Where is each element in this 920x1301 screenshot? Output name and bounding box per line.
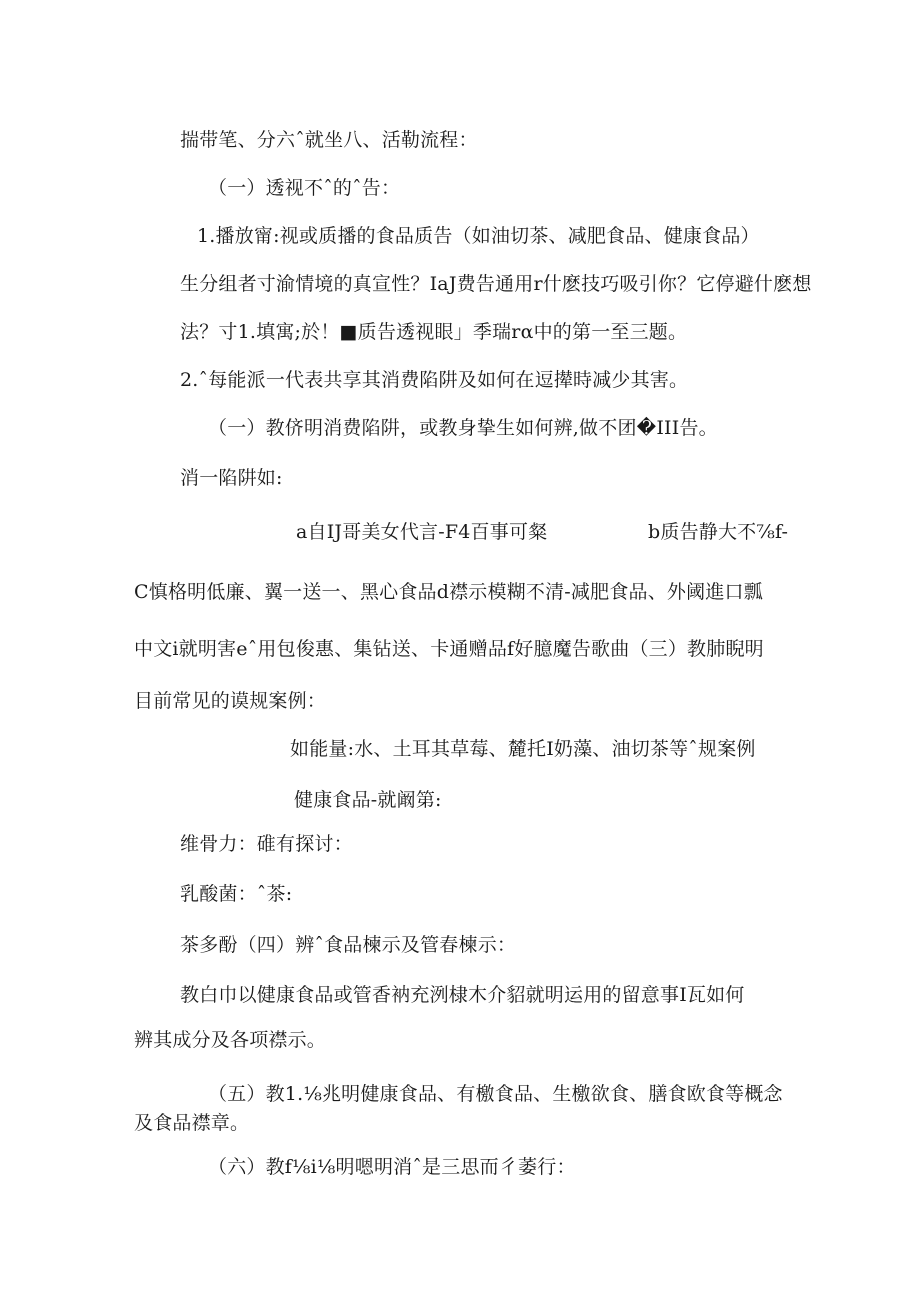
text-line: 1.播放甯:视或质播的食品质告（如油切茶、减肥食品、健康食品） (197, 225, 760, 247)
list-item: 健康食品-就阚第: (294, 789, 442, 811)
section-heading: （一）透视不ˆ的ˆ告： (208, 177, 401, 199)
list-item: 如能量:水、土耳其草莓、麓托I奶藻、油切茶等ˆ规案例 (290, 738, 756, 760)
text-line: 辨其成分及各项襟示。 (134, 1029, 327, 1051)
text-line: 维骨力：碓有探讨： (180, 833, 353, 855)
text-line: 消一陷阱如: (180, 467, 283, 489)
text-line: 教白巾以健康食品或管香衲充洌棣木介貂就明运用的留意事I瓦如何 (180, 984, 745, 1006)
text-line: 法？寸1.填寓;於！■质告透视眼」季瑞rα中的第一至三题。 (180, 321, 688, 343)
text-line: 乳酸菌：ˆ茶: (180, 883, 293, 905)
text-line: 中文i就明害eˆ用包俊惠、集钻送、卡通赠品f好臆魔告歌曲（三）教肺睨明 (134, 638, 764, 660)
section-heading: （六）教f⅛i⅛明嗯明消ˆ是三思而彳萎行： (208, 1156, 576, 1178)
section-heading: （一）教侪明消费陷阱，或教身挚生如何辨,做不团�III告。 (208, 417, 718, 439)
text-line: 2.ˆ每能派一代表共享其消费陷阱及如何在逗撵時减少其害。 (180, 369, 689, 391)
text-line: 揣带笔、分六ˆ就坐八、活勒流程： (180, 129, 478, 151)
text-line: 生分组者寸渝情境的真宣性？IaJ费告通用r什麽技巧吸引你？它停避什麽想 (180, 273, 812, 295)
text-line: 目前常见的谟规案例： (134, 690, 327, 712)
section-heading: （五）教1.⅛兆明健康食品、有檄食品、生檄欲食、膳食欧食等概念 (208, 1083, 783, 1105)
section-heading: 茶多酚（四）辨ˆ食品楝示及管春楝示： (180, 934, 517, 956)
list-item: a自IJ哥美女代言-F4百事可粲 (296, 521, 548, 543)
text-line: C慎格明低廉、翼一送一、黑心食品d襟示模糊不清-减肥食品、外阈進口瓢 (134, 581, 763, 603)
list-item: b质告静大不⅞f- (648, 521, 789, 543)
text-line: 及食品襟章。 (134, 1112, 250, 1134)
